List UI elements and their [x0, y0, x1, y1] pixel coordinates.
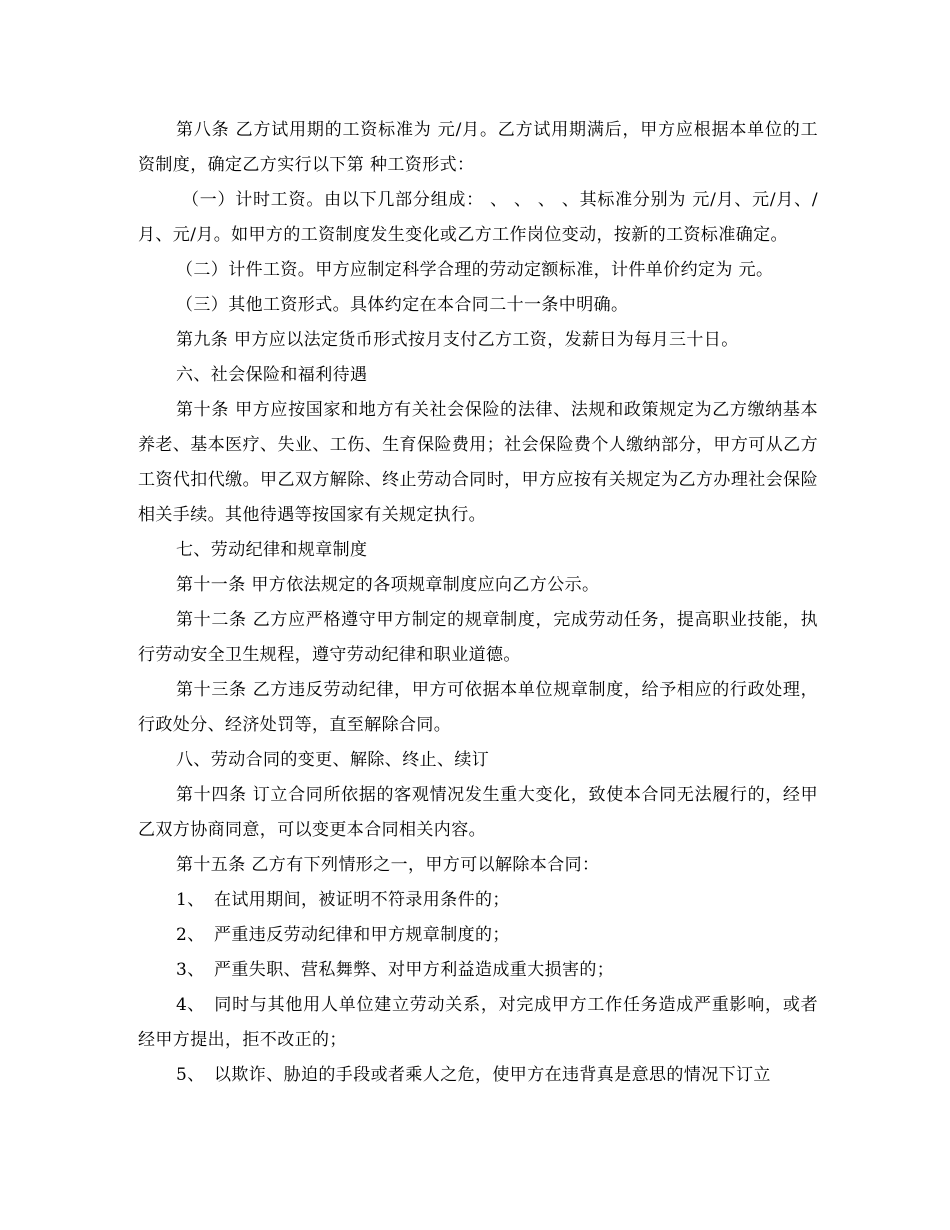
list-item-number: 3、	[176, 960, 205, 980]
list-item-text: 以欺诈、胁迫的手段或者乘人之危，使甲方在违背真是意思的情况下订立	[214, 1065, 771, 1085]
list-item-number: 1、	[176, 890, 205, 910]
clause-piece-wage: （二）计件工资。甲方应制定科学合理的劳动定额标准，计件单价约定为 元。	[176, 260, 774, 280]
list-item	[138, 953, 818, 988]
section-heading-6: 六、社会保险和福利待遇	[176, 365, 368, 385]
list-item	[138, 988, 818, 1058]
article-15: 第十五条 乙方有下列情形之一，甲方可以解除本合同：	[176, 855, 600, 875]
list-item-number: 2、	[176, 925, 205, 945]
article-9: 第九条 甲方应以法定货币形式按月支付乙方工资，发薪日为每月三十日。	[176, 330, 739, 350]
article-11: 第十一条 甲方依法规定的各项规章制度应向乙方公示。	[176, 575, 600, 595]
article-12: 第十二条 乙方应严格遵守甲方制定的规章制度，完成劳动任务，提高职业技能，执行劳动安全卫生规程，遵守劳动纪律和职业道德。	[138, 610, 818, 665]
list-item	[138, 918, 818, 953]
section-heading-8: 八、劳动合同的变更、解除、终止、续订	[176, 750, 490, 770]
list-item	[138, 883, 818, 918]
document-page	[138, 113, 818, 1093]
list-item-number: 4、	[176, 995, 205, 1015]
clause-other-wage: （三）其他工资形式。具体约定在本合同二十一条中明确。	[176, 295, 629, 315]
list-item-text: 同时与其他用人单位建立劳动关系，对完成甲方工作任务造成严重影响，或者经甲方提出，拒不改正的；	[138, 995, 818, 1050]
list-item-text: 严重失职、营私舞弊、对甲方利益造成重大损害的；	[214, 960, 615, 980]
article-14: 第十四条 订立合同所依据的客观情况发生重大变化，致使本合同无法履行的，经甲乙双方协商同意，可以变更本合同相关内容。	[138, 785, 818, 840]
list-item	[138, 1058, 818, 1093]
list-item-text: 严重违反劳动纪律和甲方规章制度的；	[214, 925, 510, 945]
clause-hourly-wage: （一）计时工资。由以下几部分组成： 、 、 、 、其标准分别为 元/月、元/月、/月、元/月。如甲方的工资制度发生变化或乙方工作岗位变动，按新的工资标准确定。	[138, 190, 818, 245]
article-13: 第十三条 乙方违反劳动纪律，甲方可依据本单位规章制度，给予相应的行政处理，行政处分、经济处罚等，直至解除合同。	[138, 680, 818, 735]
section-heading-7: 七、劳动纪律和规章制度	[176, 540, 368, 560]
article-8: 第八条 乙方试用期的工资标准为 元/月。乙方试用期满后，甲方应根据本单位的工资制度，确定乙方实行以下第 种工资形式：	[138, 120, 818, 175]
article-10: 第十条 甲方应按国家和地方有关社会保险的法律、法规和政策规定为乙方缴纳基本养老、基本医疗、失业、工伤、生育保险费用；社会保险费个人缴纳部分，甲方可从乙方工资代扣代缴。甲乙双方解除、终止劳动合同时，甲方应按有关规定为乙方办理社会保险相关手续。其他待遇等按国家有关规定执行。	[138, 400, 818, 525]
list-item-text: 在试用期间，被证明不符录用条件的；	[214, 890, 510, 910]
list-item-number: 5、	[176, 1065, 205, 1085]
